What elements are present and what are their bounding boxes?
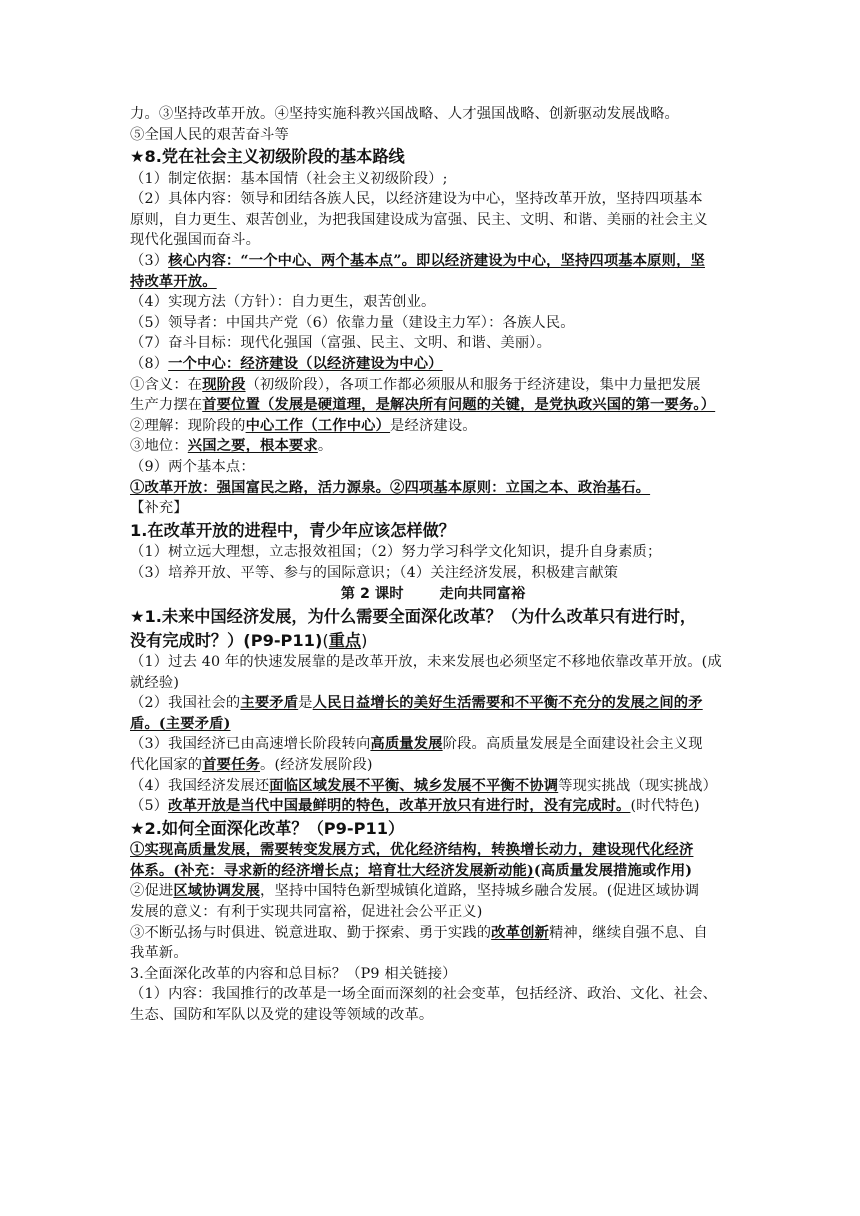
section-heading xyxy=(130,629,736,652)
text-span: ( xyxy=(322,630,329,650)
emphasis-text: 体系。(补充：寻求新的经济增长点；培育壮大经济发展新动能) xyxy=(130,862,534,879)
emphasis-text: 首要任务 xyxy=(202,757,261,774)
section-heading: ★2.如何全面深化改革？（P9-P11） xyxy=(130,818,405,838)
text-span: 没有完成时？）(P9-P11) xyxy=(130,630,323,650)
text-line: （2）具体内容：领导和团结各族人民，以经济建设为中心，坚持改革开放，坚持四项基本 xyxy=(130,191,703,208)
text-span: 精神，继续自强不息、自 xyxy=(548,924,708,941)
text-line xyxy=(130,840,736,861)
text-line xyxy=(130,881,736,902)
text-span: 是 xyxy=(298,695,313,712)
lesson-title xyxy=(130,583,736,605)
text-line xyxy=(130,436,736,457)
text-line: （5）领导者：中国共产党（6）依靠力量（建设主力军）：各族人民。 xyxy=(130,314,575,331)
text-span: ②理解：现阶段的 xyxy=(130,417,246,434)
text-span: （5） xyxy=(130,798,169,815)
text-line: （1）制定依据：基本国情（社会主义初级阶段）; xyxy=(130,170,448,187)
emphasis-text: 改革开放是当代中国最鲜明的特色，改革开放只有进行时，没有完成时。 xyxy=(168,798,631,815)
text-span: ③不断弘扬与时俱进、锐意进取、勤于探索、勇于实践的 xyxy=(130,924,492,941)
emphasis-text: 现阶段 xyxy=(202,376,246,393)
text-line xyxy=(130,272,736,293)
text-line: 就经验) xyxy=(130,674,180,691)
emphasis-text: 人民日益增长的美好生活需要和不平衡不充分的发展之间的矛 xyxy=(312,695,703,712)
text-span: ③地位： xyxy=(130,438,188,455)
text-line xyxy=(130,714,736,735)
text-line: （9）两个基本点： xyxy=(130,458,255,475)
text-line: 力。③坚持改革开放。④坚持实施科教兴国战略、人才强国战略、创新驱动发展战略。 xyxy=(130,106,679,122)
emphasis-text: 兴国之要，根本要求 xyxy=(187,438,318,455)
text-span: （8） xyxy=(130,355,169,372)
text-span: 阶段。高质量发展是全面建设社会主义现 xyxy=(442,736,703,753)
section-heading: ★8.党在社会主义初级阶段的基本路线 xyxy=(130,147,405,167)
text-line xyxy=(130,354,736,375)
emphasis-text: 区域协调发展 xyxy=(173,883,261,900)
text-span: ②促进 xyxy=(130,883,174,900)
text-span: (高质量发展措施或作用) xyxy=(533,862,693,879)
emphasis-text: 高质量发展 xyxy=(370,736,443,753)
emphasis-text: 主要矛盾 xyxy=(240,695,299,712)
emphasis-text: ①实现高质量发展，需要转变发展方式，优化经济结构，转换增长动力，建设现代化经济 xyxy=(130,842,694,859)
text-line: （4）实现方法（方针）：自力更生，艰苦创业。 xyxy=(130,294,436,311)
text-line xyxy=(130,755,736,776)
text-line xyxy=(130,693,736,714)
text-line xyxy=(130,861,736,882)
lesson-name: 走向共同富裕 xyxy=(439,586,526,603)
emphasis-text: 重点 xyxy=(328,630,362,650)
text-span: （初级阶段），各项工作都必须服从和服务于经济建设，集中力量把发展 xyxy=(245,376,701,393)
text-line xyxy=(130,251,736,272)
text-line xyxy=(130,375,736,396)
text-line: ⑤全国人民的艰苦奋斗等 xyxy=(130,126,289,143)
emphasis-text: 首要位置（发展是硬道理，是解决所有问题的关键，是党执政兴国的第一要务。） xyxy=(202,397,716,414)
emphasis-text: 核心内容：“一个中心、两个基本点”。即以经济建设为中心，坚持四项基本原则，坚 xyxy=(168,252,705,269)
text-line xyxy=(130,395,736,416)
lesson-number: 第 2 课时 xyxy=(340,586,404,603)
text-line: （1）过去 40 年的快速发展靠的是改革开放，未来发展也必须坚定不移地依靠改革开放。(成 xyxy=(130,654,722,671)
text-span: ，坚持中国特色新型城镇化道路，坚持城乡融合发展。(促进区域协调 xyxy=(260,883,700,900)
text-span: (时代特色) xyxy=(630,798,700,815)
document-page xyxy=(130,104,736,1026)
emphasis-text: 一个中心：经济建设（以经济建设为中心） xyxy=(168,355,443,372)
text-span: （2）我国社会的 xyxy=(130,695,241,712)
text-line: 原则，自力更生、艰苦创业，为把我国建设成为富强、民主、文明、和谐、美丽的社会主义 xyxy=(130,211,708,228)
text-span: 。 xyxy=(317,438,333,455)
emphasis-text: 中心工作（工作中心） xyxy=(245,417,391,434)
text-span: ) xyxy=(361,630,368,650)
text-line: 生态、国防和军队以及党的建设等领域的改革。 xyxy=(130,1007,434,1023)
text-span: 。(经济发展阶段) xyxy=(260,757,373,774)
text-line: 3.全面深化改革的内容和总目标？（P9 相关链接） xyxy=(130,965,457,982)
text-span: 代化国家的 xyxy=(130,757,203,774)
emphasis-text: 改革创新 xyxy=(491,924,549,941)
text-span: 等现实挑战（现实挑战） xyxy=(558,777,718,794)
text-line xyxy=(130,734,736,755)
text-line: （1）内容：我国推行的改革是一场全面而深刻的社会变革，包括经济、政治、文化、社会、 xyxy=(130,986,718,1003)
emphasis-text: ①改革开放：强国富民之路，活力源泉。②四项基本原则：立国之本、政治基石。 xyxy=(130,479,651,496)
text-line xyxy=(130,776,736,797)
emphasis-text: 持改革开放。 xyxy=(130,273,217,290)
text-line: 【补充】 xyxy=(130,500,188,517)
section-heading: 1.在改革开放的进程中，青少年应该怎样做？ xyxy=(130,520,455,540)
text-line: （3）培养开放、平等、参与的国际意识；（4）关注经济发展，积极建言献策 xyxy=(130,564,619,581)
text-line xyxy=(130,923,736,944)
text-line xyxy=(130,416,736,437)
text-span: ①含义：在 xyxy=(130,376,203,393)
text-span: （4）我国经济发展还 xyxy=(130,777,270,794)
emphasis-text: 面临区域发展不平衡、城乡发展不平衡不协调 xyxy=(269,777,559,794)
text-line: 现代化强国而奋斗。 xyxy=(130,232,261,249)
text-line: （1）树立远大理想，立志报效祖国；（2）努力学习科学文化知识，提升自身素质； xyxy=(130,544,662,561)
text-line: 我革新。 xyxy=(130,945,188,962)
text-span: （3）我国经济已由高速增长阶段转向 xyxy=(130,736,371,753)
section-heading: ★1.未来中国经济发展，为什么需要全面深化改革？（为什么改革只有进行时， xyxy=(130,607,697,627)
emphasis-text: 盾。(主要矛盾) xyxy=(130,715,231,732)
text-line xyxy=(130,796,736,817)
text-line: 发展的意义：有利于实现共同富裕，促进社会公平正义) xyxy=(130,904,483,921)
text-span: （3） xyxy=(130,252,169,269)
text-line: （7）奋斗目标：现代化强国（富强、民主、文明、和谐、美丽）。 xyxy=(130,335,552,352)
text-span: 生产力摆在 xyxy=(130,397,203,414)
text-span: 是经济建设。 xyxy=(390,417,477,434)
text-line xyxy=(130,478,736,499)
